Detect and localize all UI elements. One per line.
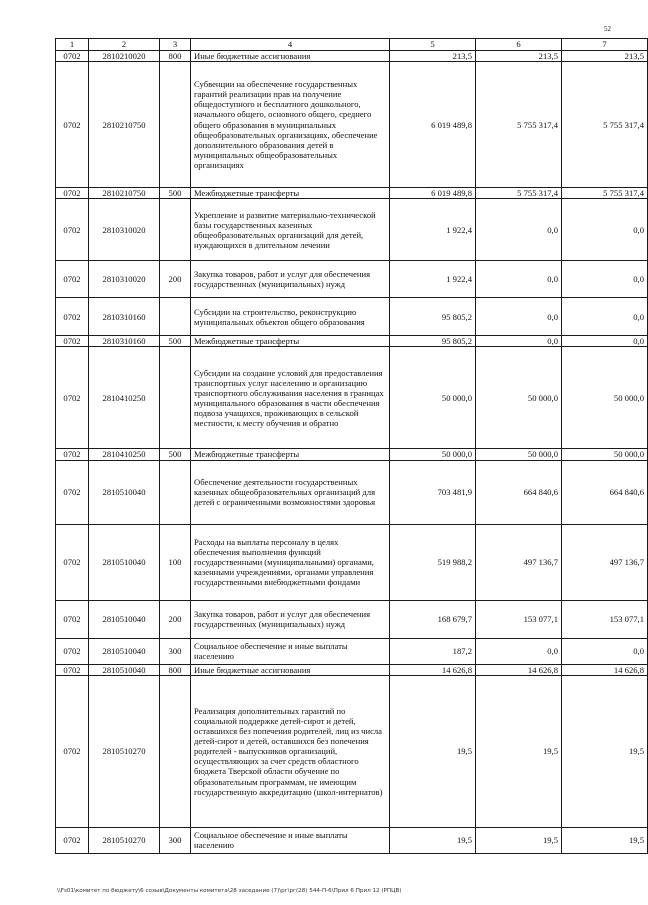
header-cell: 4 — [191, 39, 390, 51]
expense-type-code: 500 — [160, 336, 191, 347]
section-code: 0702 — [56, 460, 89, 524]
amount-col5: 95 805,2 — [390, 336, 476, 347]
section-code: 0702 — [56, 51, 89, 62]
item-name: Субсидии на создание условий для предоставления транспортных услуг населению и организацию транспортного обслуживания населения в границах муниципального образования в части обеспечения подвоза учащихся, проживающих в сельской местности, к месту обучения и обратно — [191, 347, 390, 449]
table-row — [56, 188, 648, 199]
item-name: Закупка товаров, работ и услуг для обеспечения государственных (муниципальных) нужд — [191, 261, 390, 298]
expense-type-code: 500 — [160, 188, 191, 199]
item-name: Иные бюджетные ассигнования — [191, 664, 390, 675]
footer-file-path: \\Fs01\комитет по бюджету\6 созыв\Документы комитета\28 заседание (7)\рг\рг(28) 544-П-6\Прил 6 Прил 12 (РПЦВ) — [57, 888, 402, 894]
amount-col5: 19,5 — [390, 827, 476, 853]
target-article-code: 2810310020 — [89, 199, 160, 261]
section-code: 0702 — [56, 261, 89, 298]
amount-col5: 6 019 489,8 — [390, 62, 476, 188]
target-article-code: 2810510270 — [89, 827, 160, 853]
amount-col6: 50 000,0 — [476, 449, 562, 460]
amount-col5: 50 000,0 — [390, 449, 476, 460]
table-row — [56, 336, 648, 347]
expense-type-code: 300 — [160, 638, 191, 664]
header-cell: 7 — [562, 39, 648, 51]
expense-type-code — [160, 199, 191, 261]
page-number: 52 — [604, 25, 611, 33]
amount-col7: 5 755 317,4 — [562, 188, 648, 199]
amount-col6: 19,5 — [476, 827, 562, 853]
table-row — [56, 460, 648, 524]
item-name: Социальное обеспечение и иные выплаты населению — [191, 638, 390, 664]
item-name: Социальное обеспечение и иные выплаты населению — [191, 827, 390, 853]
section-code: 0702 — [56, 524, 89, 600]
amount-col6: 19,5 — [476, 675, 562, 827]
amount-col7: 5 755 317,4 — [562, 62, 648, 188]
amount-col5: 1 922,4 — [390, 261, 476, 298]
amount-col7: 0,0 — [562, 261, 648, 298]
item-name: Субсидии на строительство, реконструкцию муниципальных объектов общего образования — [191, 298, 390, 336]
target-article-code: 2810510040 — [89, 638, 160, 664]
table-header-row — [56, 39, 648, 51]
target-article-code: 2810210020 — [89, 51, 160, 62]
amount-col6: 0,0 — [476, 261, 562, 298]
section-code: 0702 — [56, 298, 89, 336]
amount-col7: 50 000,0 — [562, 347, 648, 449]
section-code: 0702 — [56, 199, 89, 261]
amount-col6: 0,0 — [476, 336, 562, 347]
expense-type-code: 200 — [160, 600, 191, 638]
item-name: Реализация дополнительных гарантий по социальной поддержке детей-сирот и детей, оставшихся без попечения родителей, лиц из числа детей-сирот и детей, оставшихся без попечения родителей - выпускников организаций, осуществляющих за счет средств областного бюджета Тверской области обучение по образовательным программам, не имеющим государственную аккредитацию (школ-интернатов) — [191, 675, 390, 827]
item-name: Укрепление и развитие материально-технической базы государственных казенных общеобразовательных организаций для детей, нуждающихся в длительном лечении — [191, 199, 390, 261]
amount-col7: 19,5 — [562, 675, 648, 827]
section-code: 0702 — [56, 600, 89, 638]
table-row — [56, 600, 648, 638]
target-article-code: 2810410250 — [89, 347, 160, 449]
table-row — [56, 62, 648, 188]
expense-type-code: 500 — [160, 449, 191, 460]
amount-col5: 1 922,4 — [390, 199, 476, 261]
target-article-code: 2810310160 — [89, 336, 160, 347]
table-row — [56, 199, 648, 261]
amount-col6: 497 136,7 — [476, 524, 562, 600]
amount-col6: 14 626,8 — [476, 664, 562, 675]
amount-col6: 5 755 317,4 — [476, 188, 562, 199]
amount-col7: 0,0 — [562, 638, 648, 664]
section-code: 0702 — [56, 638, 89, 664]
target-article-code: 2810210750 — [89, 188, 160, 199]
table-row — [56, 449, 648, 460]
target-article-code: 2810310020 — [89, 261, 160, 298]
amount-col6: 0,0 — [476, 638, 562, 664]
section-code: 0702 — [56, 675, 89, 827]
table-row — [56, 638, 648, 664]
expense-type-code — [160, 460, 191, 524]
section-code: 0702 — [56, 62, 89, 188]
amount-col5: 187,2 — [390, 638, 476, 664]
amount-col6: 50 000,0 — [476, 347, 562, 449]
expense-type-code: 100 — [160, 524, 191, 600]
amount-col6: 0,0 — [476, 298, 562, 336]
amount-col6: 0,0 — [476, 199, 562, 261]
item-name: Субвенции на обеспечение государственных гарантий реализации прав на получение общедоступного и бесплатного дошкольного, начального общего, основного общего, среднего общего образования в муниципальных общеобразовательных организациях, обеспечение дополнительного образования детей в муниципальных общеобразовательных организациях — [191, 62, 390, 188]
expense-type-code — [160, 347, 191, 449]
item-name: Обеспечение деятельности государственных казенных общеобразовательных организаций для детей с ограниченными возможностями здоровья — [191, 460, 390, 524]
section-code: 0702 — [56, 449, 89, 460]
amount-col7: 50 000,0 — [562, 449, 648, 460]
section-code: 0702 — [56, 347, 89, 449]
table-row — [56, 298, 648, 336]
amount-col7: 497 136,7 — [562, 524, 648, 600]
header-cell: 1 — [56, 39, 89, 51]
amount-col7: 0,0 — [562, 336, 648, 347]
header-cell: 3 — [160, 39, 191, 51]
expense-type-code: 300 — [160, 827, 191, 853]
amount-col5: 50 000,0 — [390, 347, 476, 449]
table-row — [56, 664, 648, 675]
expense-type-code — [160, 675, 191, 827]
table-row — [56, 261, 648, 298]
target-article-code: 2810310160 — [89, 298, 160, 336]
expense-type-code — [160, 298, 191, 336]
item-name: Расходы на выплаты персоналу в целях обеспечения выполнения функций государственными (муниципальными) органами, казенными учреждениями, органами управления государственными внебюджетными фондами — [191, 524, 390, 600]
item-name: Межбюджетные трансферты — [191, 188, 390, 199]
target-article-code: 2810410250 — [89, 449, 160, 460]
section-code: 0702 — [56, 188, 89, 199]
amount-col7: 0,0 — [562, 298, 648, 336]
amount-col5: 519 988,2 — [390, 524, 476, 600]
amount-col7: 213,5 — [562, 51, 648, 62]
amount-col6: 664 840,6 — [476, 460, 562, 524]
amount-col7: 0,0 — [562, 199, 648, 261]
amount-col6: 5 755 317,4 — [476, 62, 562, 188]
section-code: 0702 — [56, 827, 89, 853]
target-article-code: 2810510040 — [89, 600, 160, 638]
amount-col7: 19,5 — [562, 827, 648, 853]
amount-col5: 14 626,8 — [390, 664, 476, 675]
target-article-code: 2810510040 — [89, 460, 160, 524]
expense-type-code: 200 — [160, 261, 191, 298]
section-code: 0702 — [56, 336, 89, 347]
amount-col5: 95 805,2 — [390, 298, 476, 336]
amount-col5: 6 019 489,8 — [390, 188, 476, 199]
header-cell: 2 — [89, 39, 160, 51]
expense-type-code: 800 — [160, 664, 191, 675]
table-row — [56, 827, 648, 853]
item-name: Закупка товаров, работ и услуг для обеспечения государственных (муниципальных) нужд — [191, 600, 390, 638]
amount-col5: 168 679,7 — [390, 600, 476, 638]
item-name: Межбюджетные трансферты — [191, 449, 390, 460]
amount-col6: 153 077,1 — [476, 600, 562, 638]
header-cell: 5 — [390, 39, 476, 51]
target-article-code: 2810510040 — [89, 664, 160, 675]
expense-type-code: 800 — [160, 51, 191, 62]
table-row — [56, 675, 648, 827]
budget-table — [55, 38, 648, 854]
target-article-code: 2810510270 — [89, 675, 160, 827]
target-article-code: 2810210750 — [89, 62, 160, 188]
table-row — [56, 51, 648, 62]
amount-col5: 703 481,9 — [390, 460, 476, 524]
section-code: 0702 — [56, 664, 89, 675]
amount-col7: 664 840,6 — [562, 460, 648, 524]
item-name: Межбюджетные трансферты — [191, 336, 390, 347]
table-row — [56, 524, 648, 600]
amount-col5: 213,5 — [390, 51, 476, 62]
amount-col6: 213,5 — [476, 51, 562, 62]
header-cell: 6 — [476, 39, 562, 51]
amount-col7: 153 077,1 — [562, 600, 648, 638]
table-row — [56, 347, 648, 449]
amount-col5: 19,5 — [390, 675, 476, 827]
amount-col7: 14 626,8 — [562, 664, 648, 675]
target-article-code: 2810510040 — [89, 524, 160, 600]
expense-type-code — [160, 62, 191, 188]
item-name: Иные бюджетные ассигнования — [191, 51, 390, 62]
